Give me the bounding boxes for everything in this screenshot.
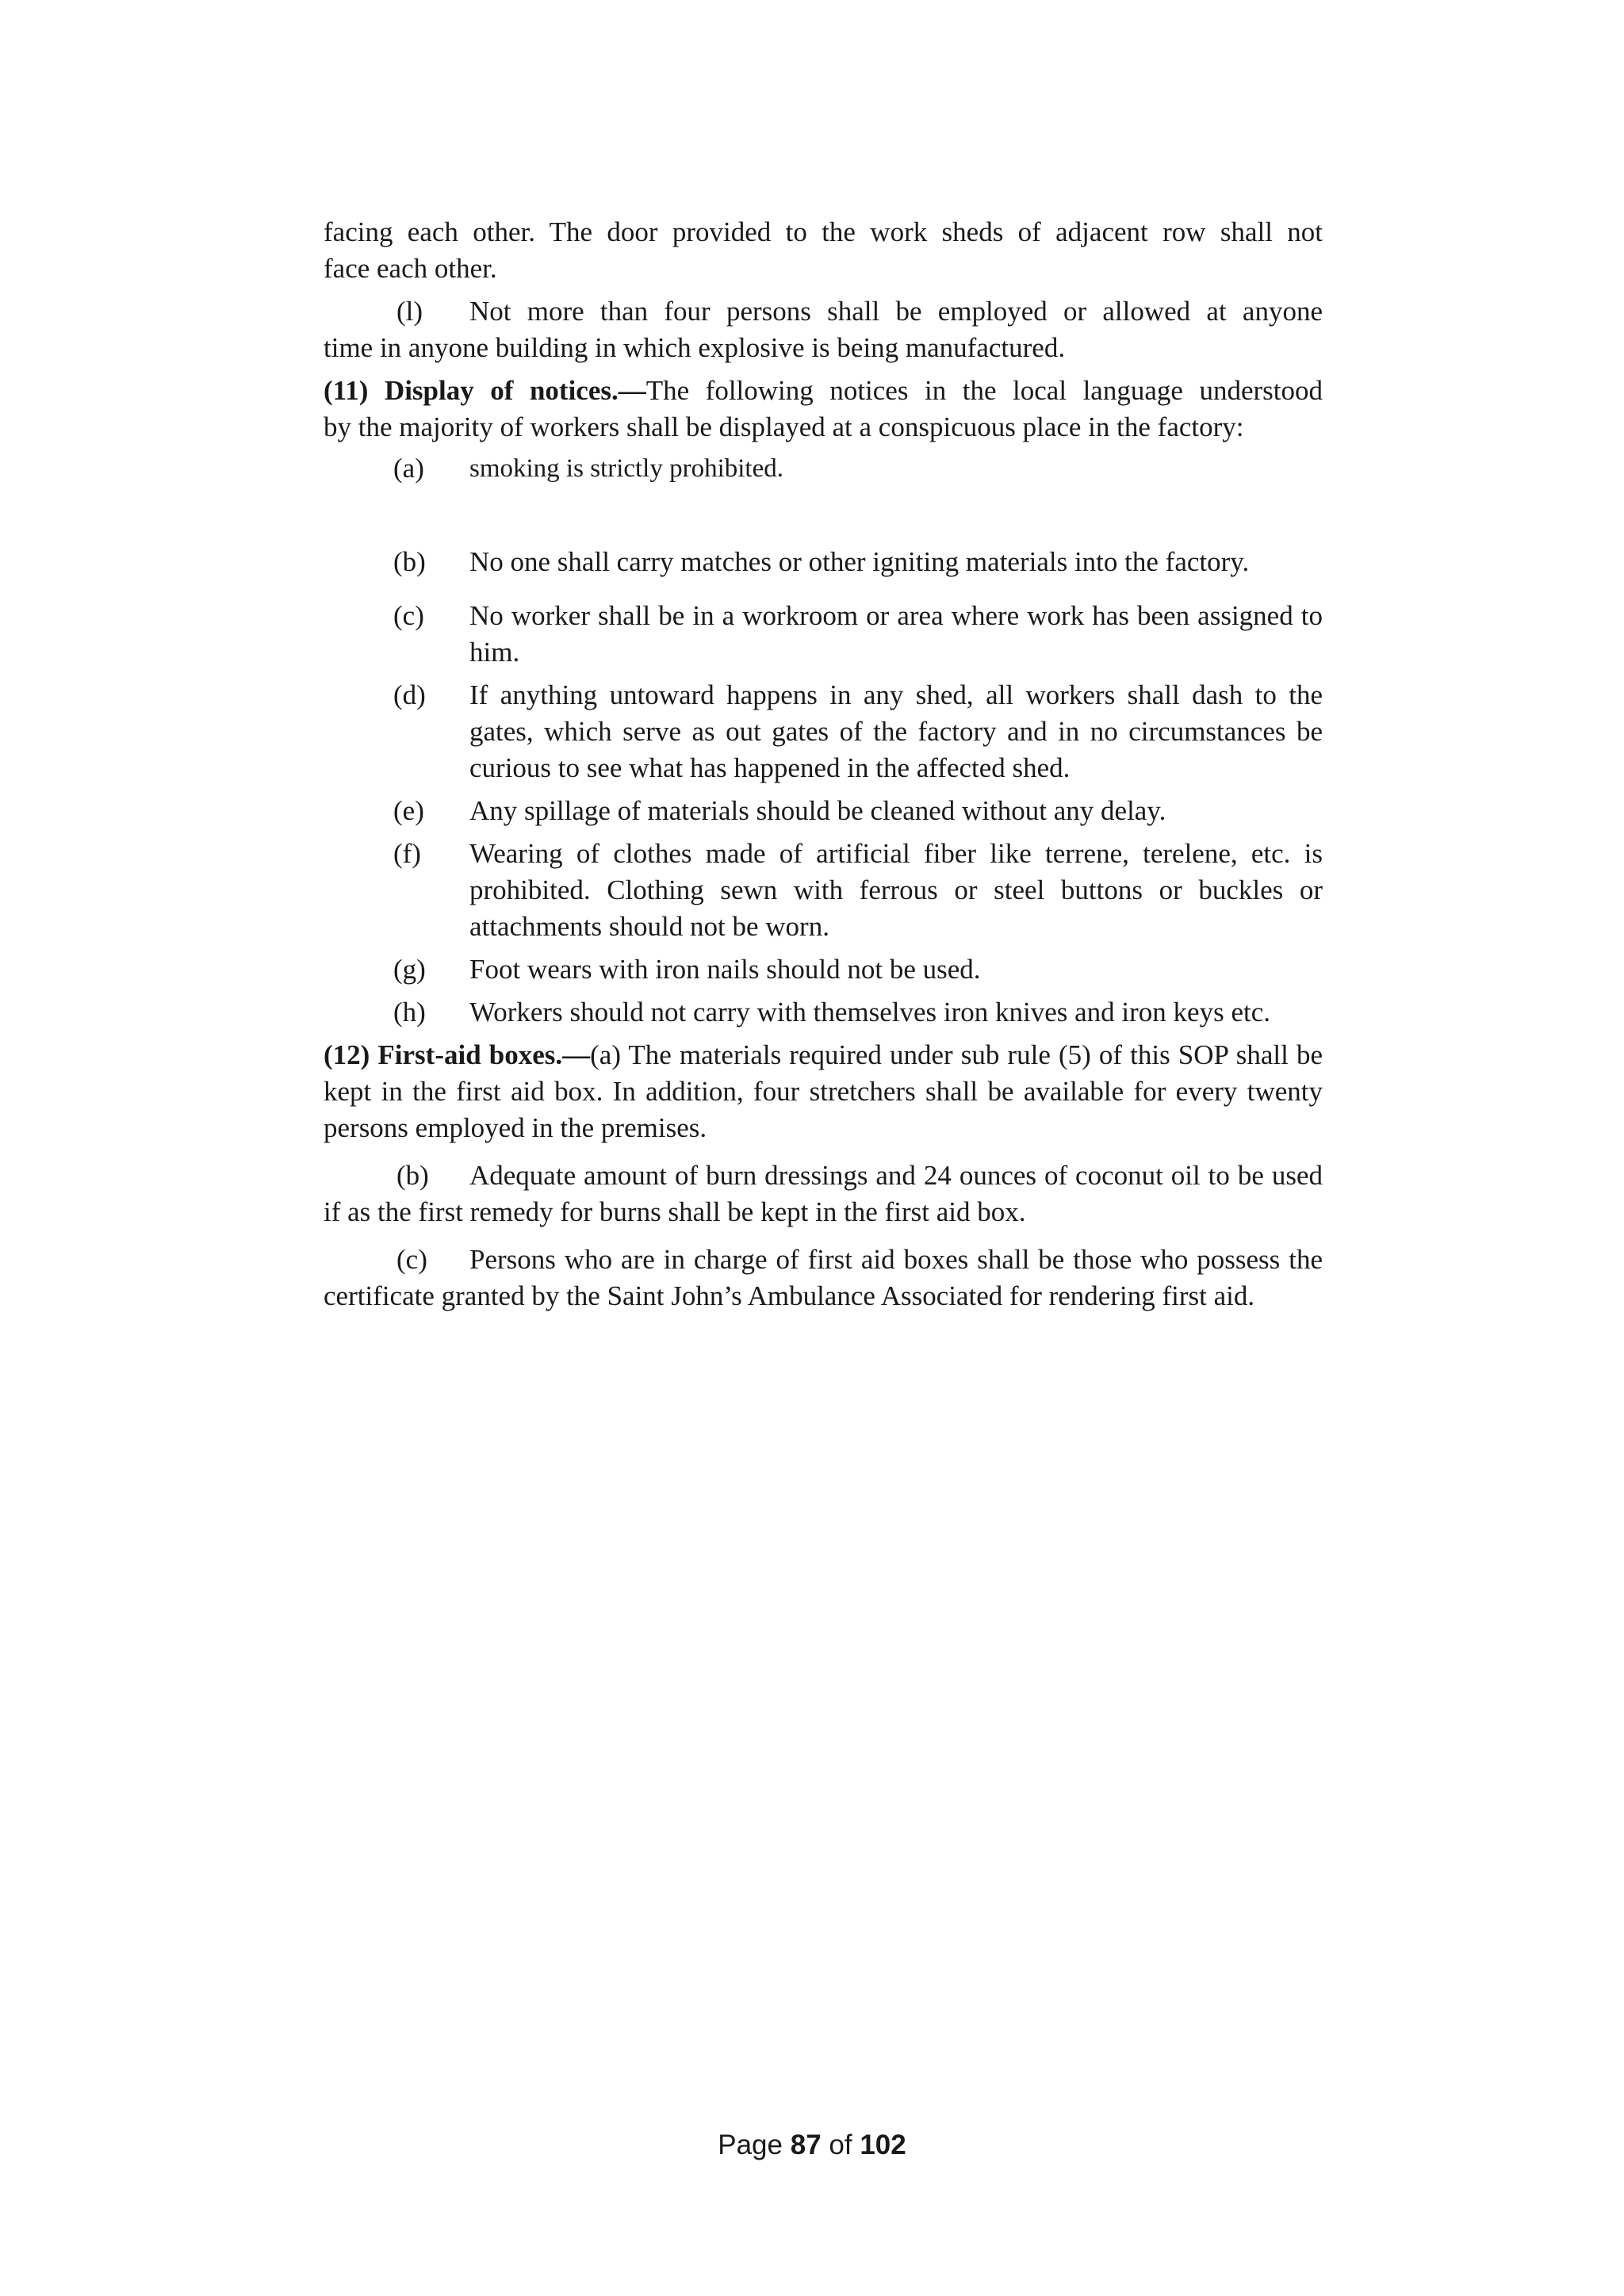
footer-page-word: Page <box>718 2130 783 2160</box>
section-11-heading: (11) Display of notices.— <box>324 375 646 406</box>
list-item-label: (g) <box>393 954 426 985</box>
section-11-line-2: by the majority of workers shall be displayed at a conspicuous place in the factory: <box>324 411 1244 442</box>
section-12-c-text: Persons who are in charge of first aid boxes shall be those who possess the certificate granted by the Saint John’s Ambulance Associated for rendering first aid. <box>324 1244 1323 1311</box>
list-item-f <box>393 836 1323 945</box>
section-12-text: (a) The materials required under sub rule (5) of this SOP shall be kept in the first aid box. In addition, four stretchers shall be available for every twenty persons employed in the premises. <box>324 1039 1323 1143</box>
section-12-para-b <box>324 1158 1323 1230</box>
list-item-label: (d) <box>393 679 426 710</box>
list-item-text: Workers should not carry with themselves iron knives and iron keys etc. <box>469 997 1271 1027</box>
footer-of-word: of <box>829 2130 852 2160</box>
section-11-line-1 <box>324 373 1323 409</box>
list-item-c <box>393 598 1323 671</box>
list-item-text: Foot wears with iron nails should not be used. <box>469 954 981 985</box>
section-11-text-1: The following notices in the local language understood <box>645 375 1323 406</box>
list-item-text: Any spillage of materials should be cleaned without any delay. <box>469 795 1166 826</box>
list-item-label: (c) <box>393 600 424 631</box>
list-item-text: smoking is strictly prohibited. <box>469 454 783 483</box>
list-item-text: If anything untoward happens in any shed, all workers shall dash to the gates, which serve as out gates of the factory and in no circumstances be curious to see what has happened in the affected shed. <box>469 679 1323 783</box>
intro-line-2: face each other. <box>324 253 497 284</box>
list-item-h <box>393 994 1323 1031</box>
footer-page-total: 102 <box>860 2130 906 2160</box>
list-item-label: (h) <box>393 997 426 1027</box>
list-item-text: Wearing of clothes made of artificial fiber like terrene, terelene, etc. is prohibited. Clothing sewn with ferrous or steel buttons or buckles or attachments should not be worn. <box>469 838 1323 942</box>
item-l <box>324 293 1323 366</box>
list-item-a <box>393 450 1323 487</box>
list-item-b <box>393 544 1323 580</box>
list-item-label: (e) <box>393 795 424 826</box>
footer-page-number: 87 <box>790 2130 822 2160</box>
page-footer <box>0 2130 1624 2161</box>
item-l-text-1: Not more than four persons shall be employed or allowed at anyone <box>469 296 1323 327</box>
section-12-c-label: (c) <box>396 1244 427 1275</box>
section-12-para-c <box>324 1242 1323 1314</box>
list-item-g <box>393 951 1323 988</box>
list-item-label: (b) <box>393 546 426 577</box>
section-12-heading: (12) First-aid boxes.— <box>324 1039 591 1070</box>
list-item-text: No one shall carry matches or other igniting materials into the factory. <box>469 546 1250 577</box>
list-item-d <box>393 677 1323 786</box>
list-item-label: (f) <box>393 838 421 869</box>
item-l-label: (l) <box>396 296 423 327</box>
section-12-b-text: Adequate amount of burn dressings and 24 ounces of coconut oil to be used if as the first remedy for burns shall be kept in the first aid box. <box>324 1160 1323 1227</box>
list-item-text: No worker shall be in a workroom or area where work has been assigned to him. <box>469 600 1323 668</box>
section-12-para-a <box>324 1037 1323 1146</box>
section-12 <box>324 1037 1323 1314</box>
list-item-e <box>393 793 1323 829</box>
document-body <box>324 214 1323 1314</box>
item-l-line-2: time in anyone building in which explosive is being manufactured. <box>324 332 1066 363</box>
section-11 <box>324 373 1323 1031</box>
section-12-b-label: (b) <box>396 1160 429 1191</box>
item-l-line-1 <box>324 293 1323 330</box>
list-item-label: (a) <box>393 453 424 484</box>
intro-line-1: facing each other. The door provided to the work sheds of adjacent row shall not <box>324 216 1323 247</box>
